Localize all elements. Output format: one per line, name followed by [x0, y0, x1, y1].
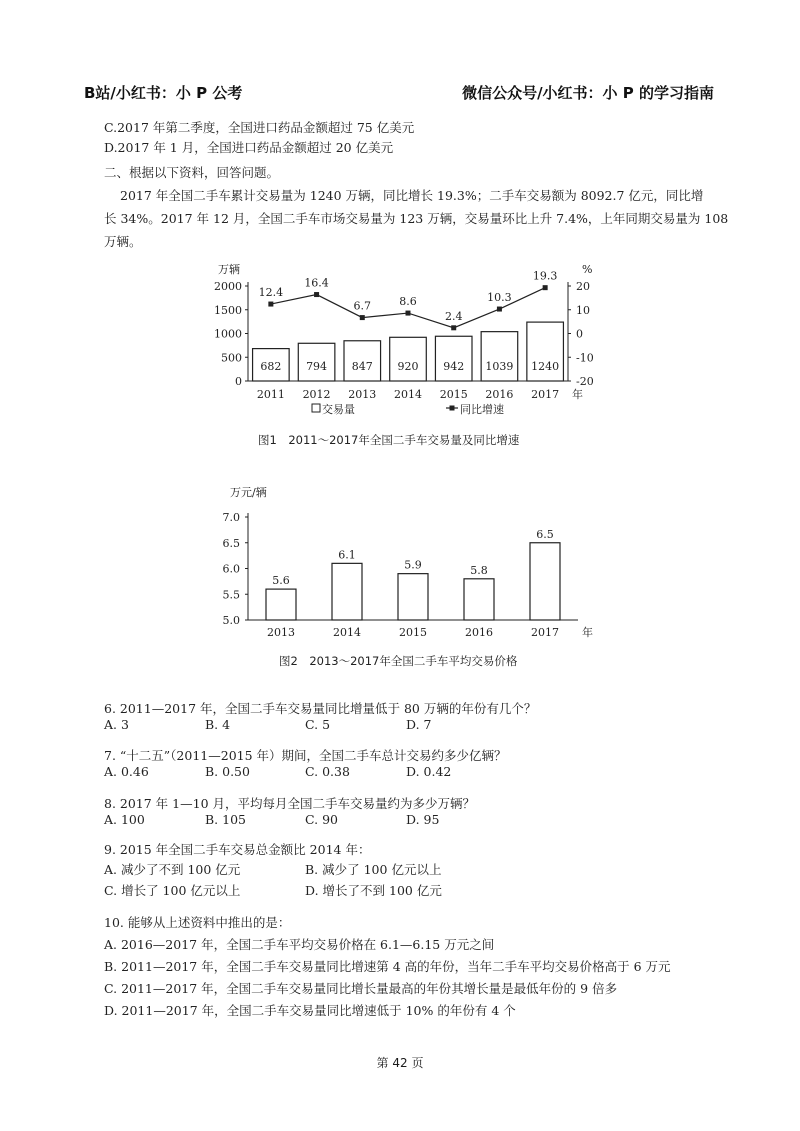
chart-1-y2-tick-label: 0: [576, 327, 583, 341]
chart-1-y-tick-label: 2000: [214, 280, 242, 293]
chart-1-y-tick-label: 0: [235, 375, 242, 388]
question-6-option-b[interactable]: B. 4: [205, 717, 231, 732]
material-paragraph-line-1: 2017 年全国二手车累计交易量为 1240 万辆，同比增长 19.3%；二手车交易额为 8092.7 亿元，同比增: [120, 188, 704, 203]
chart-2-y-tick-label: 6.5: [222, 536, 240, 550]
question-9-option-c[interactable]: C. 增长了 100 亿元以上: [104, 883, 241, 898]
chart-1-growth-label: 12.4: [258, 286, 284, 300]
chart-1-bar-label: 942: [443, 360, 465, 373]
chart-1-caption: 图1 2011～2017年全国二手车交易量及同比增速: [258, 433, 520, 447]
question-10-option-c[interactable]: C. 2011—2017 年，全国二手车交易量同比增长量最高的年份其增长量是最低年份的 9 倍多: [104, 981, 618, 996]
question-8-option-a[interactable]: A. 100: [104, 812, 145, 827]
chart-1-x-tick-label: 2017: [531, 388, 560, 401]
chart-1-bar-label: 794: [306, 360, 328, 373]
question-9-option-a[interactable]: A. 减少了不到 100 亿元: [104, 862, 241, 877]
chart-2-bar: [398, 574, 428, 620]
chart-1-bar-label: 920: [397, 360, 419, 373]
chart-1-bar-label: 1039: [485, 360, 514, 373]
question-9-stem: 9. 2015 年全国二手车交易总金额比 2014 年：: [104, 842, 371, 857]
chart-1-growth-point: [360, 315, 365, 320]
chart-1-y2-tick-label: 20: [576, 280, 590, 293]
chart-1-used-car-volume: [200, 258, 610, 418]
chart-1-x-tick-label: 2013: [348, 388, 377, 401]
chart-2-x-tick-label: 2016: [465, 626, 493, 639]
question-9-option-b[interactable]: B. 减少了 100 亿元以上: [305, 862, 442, 877]
chart-1-y-axis-label: 万辆: [218, 263, 240, 276]
question-9-option-d[interactable]: D. 增长了不到 100 亿元: [305, 883, 442, 898]
chart-1-growth-point: [543, 285, 548, 290]
chart-1-legend-bar-swatch: [312, 404, 320, 412]
chart-2-bar: [266, 589, 296, 620]
chart-2-bar-label: 5.9: [404, 558, 422, 572]
question-10-option-d[interactable]: D. 2011—2017 年，全国二手车交易量同比增速低于 10% 的年份有 4 个: [104, 1003, 516, 1018]
chart-1-growth-point: [314, 292, 319, 297]
chart-2-y-axis-label: 万元/辆: [230, 486, 267, 499]
question-8-option-b[interactable]: B. 105: [205, 812, 246, 827]
section-title: 二、根据以下资料，回答问题。: [104, 165, 280, 180]
chart-1-growth-point: [406, 311, 411, 316]
page-number: 第 42 页: [376, 1056, 424, 1070]
chart-2-y-tick-label: 7.0: [222, 511, 240, 524]
question-8-stem: 8. 2017 年 1—10 月，平均每月全国二手车交易量约为多少万辆？: [104, 796, 475, 811]
chart-2-bar-label: 6.5: [536, 527, 554, 541]
chart-1-legend-line-label: 同比增速: [460, 403, 504, 416]
chart-2-x-tick-label: 2017: [531, 626, 559, 639]
question-7-option-a[interactable]: A. 0.46: [104, 764, 149, 779]
chart-1-bar-label: 682: [260, 360, 282, 373]
chart-1-x-tick-label: 2016: [485, 388, 514, 401]
chart-1-legend-line-marker: [450, 406, 455, 411]
chart-1-growth-label: 10.3: [487, 291, 512, 305]
chart-2-bar: [332, 563, 362, 620]
question-6-option-a[interactable]: A. 3: [104, 717, 129, 732]
chart-1-y-tick-label: 1500: [214, 303, 242, 317]
question-7-stem: 7. “十二五”（2011—2015 年）期间，全国二手车总计交易约多少亿辆？: [104, 748, 507, 763]
chart-2-x-tick-label: 2013: [267, 626, 295, 639]
chart-1-bar: [481, 332, 518, 381]
chart-2-y-tick-label: 5.0: [222, 614, 240, 627]
chart-1-x-tick-label: 2012: [302, 388, 331, 401]
chart-1-x-tick-label: 2011: [256, 388, 285, 401]
chart-1-growth-label: 8.6: [399, 295, 417, 309]
chart-1-growth-label: 19.3: [532, 269, 558, 283]
question-7-option-c[interactable]: C. 0.38: [305, 764, 350, 779]
chart-2-bar-label: 5.6: [272, 574, 290, 588]
material-paragraph-line-2: 长 34%。2017 年 12 月，全国二手车市场交易量为 123 万辆，交易量环比上升 7.4%，上年同期交易量为 108: [104, 211, 729, 226]
chart-2-y-tick-label: 5.5: [222, 588, 240, 602]
chart-2-y-tick-label: 6.0: [222, 562, 240, 576]
question-10-option-b[interactable]: B. 2011—2017 年，全国二手车交易量同比增速第 4 高的年份，当年二手车平均交易价格高于 6 万元: [104, 959, 671, 974]
question-6-option-c[interactable]: C. 5: [305, 717, 331, 732]
question-8-option-c[interactable]: C. 90: [305, 812, 338, 827]
question-6-option-d[interactable]: D. 7: [406, 717, 432, 732]
chart-1-growth-point: [268, 302, 273, 307]
chart-1-x-axis-unit: 年: [572, 388, 583, 401]
question-10-option-a[interactable]: A. 2016—2017 年，全国二手车平均交易价格在 6.1—6.15 万元之间: [104, 937, 495, 952]
chart-2-bar: [464, 579, 494, 620]
chart-2-x-tick-label: 2015: [399, 626, 427, 639]
chart-1-y2-tick-label: -20: [576, 375, 594, 388]
chart-1-bar-label: 847: [351, 360, 373, 373]
question-7-option-d[interactable]: D. 0.42: [406, 764, 452, 779]
chart-1-growth-label: 2.4: [444, 309, 463, 323]
chart-2-bar-label: 6.1: [338, 548, 356, 562]
chart-1-y2-tick-label: -10: [576, 351, 594, 365]
chart-1-y2-axis-label: %: [582, 263, 593, 276]
chart-2-bar: [530, 543, 560, 620]
chart-2-average-price: [200, 482, 610, 647]
prev-option-d: D.2017 年 1 月，全国进口药品金额超过 20 亿美元: [104, 140, 394, 155]
chart-1-y-tick-label: 1000: [214, 327, 242, 341]
chart-2-caption: 图2 2013～2017年全国二手车平均交易价格: [279, 654, 518, 668]
question-8-option-d[interactable]: D. 95: [406, 812, 440, 827]
chart-1-x-tick-label: 2014: [394, 388, 422, 401]
material-paragraph-line-3: 万辆。: [104, 234, 142, 249]
chart-1-y-tick-label: 500: [221, 351, 242, 365]
chart-1-growth-label: 16.4: [304, 276, 329, 290]
chart-2-bar-label: 5.8: [470, 563, 488, 577]
chart-1-legend-bar-label: 交易量: [322, 403, 355, 416]
chart-1-y2-tick-label: 10: [576, 303, 590, 317]
chart-2-x-axis-unit: 年: [582, 626, 593, 639]
header-left: B站/小红书：小 P 公考: [84, 84, 243, 102]
chart-1-growth-point: [497, 307, 502, 312]
prev-option-c: C.2017 年第二季度，全国进口药品金额超过 75 亿美元: [104, 120, 415, 135]
chart-1-growth-point: [451, 325, 456, 330]
chart-1-x-tick-label: 2015: [439, 388, 468, 401]
header-right: 微信公众号/小红书：小 P 的学习指南: [462, 84, 714, 102]
question-10-stem: 10. 能够从上述资料中推出的是：: [104, 915, 291, 930]
chart-1-bar: [435, 336, 472, 381]
chart-2-x-tick-label: 2014: [333, 626, 361, 639]
chart-1-bar-label: 1240: [531, 360, 560, 373]
question-6-stem: 6. 2011—2017 年，全国二手车交易量同比增量低于 80 万辆的年份有几个？: [104, 701, 537, 716]
chart-1-growth-label: 6.7: [353, 299, 372, 313]
question-7-option-b[interactable]: B. 0.50: [205, 764, 250, 779]
